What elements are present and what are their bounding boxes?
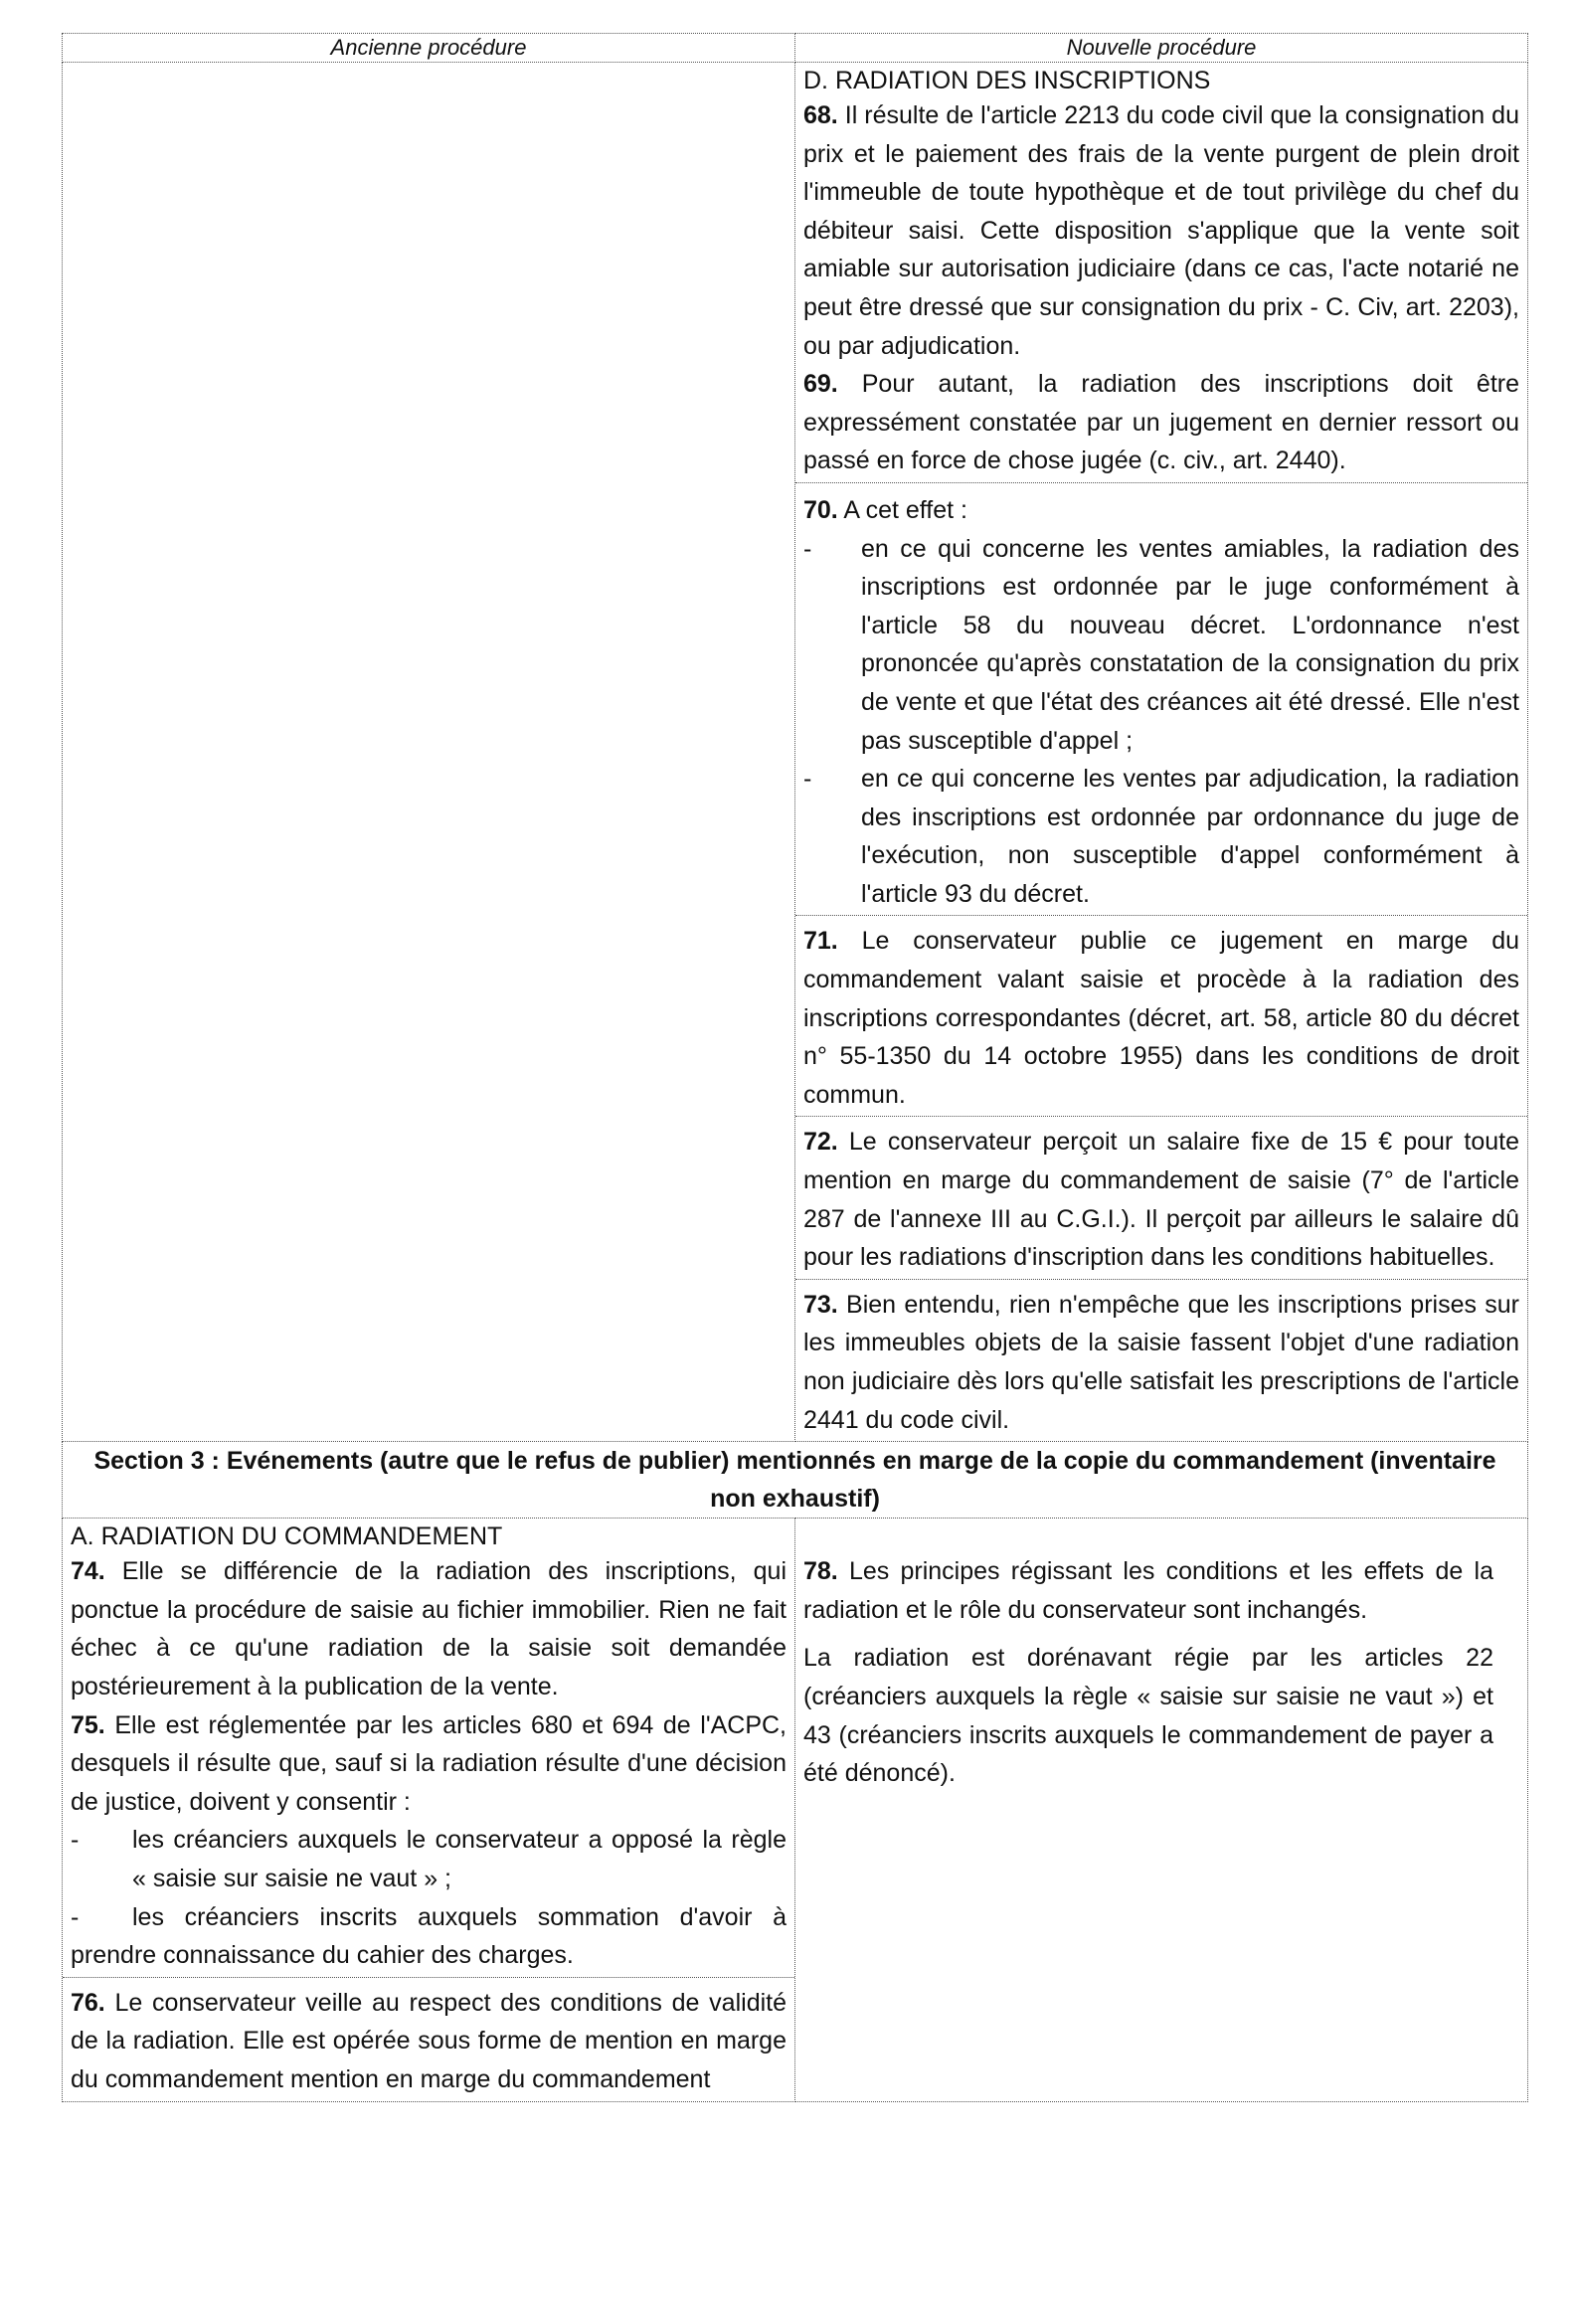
new-procedure-cell [795, 63, 1528, 1442]
paragraph-78b: La radiation est dorénavant régie par les articles 22 (créanciers auxquels la règle « saisie sur saisie ne vaut ») et 43 (créanciers inscrits auxquels le commandement de payer a été dénoncé). [803, 1644, 1493, 1788]
section-heading-a: A. RADIATION DU COMMANDEMENT [71, 1522, 503, 1551]
new-procedure-cell [795, 1519, 1528, 2101]
row-radiation-inscriptions [63, 63, 1528, 1442]
column-header-old: Ancienne procédure [63, 34, 795, 63]
row-radiation-commandement [63, 1519, 1528, 2101]
paragraph-number: 76. [71, 1988, 105, 2017]
paragraph-number: 78. [803, 1557, 838, 1586]
paragraph-74 [71, 1552, 787, 1705]
paragraph-text: Elle est réglementée par les articles 680 et 694 de l'ACPC, desquels il résulte que, sauf si la radiation résulte d'une décision de justice, doivent y consentir : [71, 1710, 787, 1816]
block-70 [795, 483, 1527, 917]
paragraph-number: 69. [803, 370, 838, 399]
list-item: - les créanciers inscrits auxquels sommation d'avoir à prendre connaissance du cahier des charges. [71, 1902, 787, 1970]
paragraph-71 [803, 922, 1519, 1114]
paragraph-78 [803, 1552, 1519, 1629]
old-procedure-cell-empty [63, 63, 795, 1442]
comparison-table [62, 33, 1528, 2102]
list-item-text: en ce qui concerne les ventes par adjudication, la radiation des inscriptions est ordonnée par ordonnance du juge de l'exécution, non susceptible d'appel conformément à l'article 93 du décret. [861, 765, 1519, 908]
paragraph-75 [71, 1706, 787, 1822]
paragraph-76 [71, 1984, 787, 2099]
list-item: - en ce qui concerne les ventes amiables, la radiation des inscriptions est ordonnée par le juge conformément à l'article 58 du nouveau décret. L'ordonnance n'est prononcée qu'après constatation de la consignation du prix de vente et que l'état des créances ait été dressé. Elle n'est pas susceptible d'appel ; [803, 534, 1519, 755]
paragraph-text: Bien entendu, rien n'empêche que les inscriptions prises sur les immeubles objets de la saisie fassent l'objet d'une radiation non judiciaire dès lors qu'elle satisfait les prescriptions de l'article 2441 du code civil. [803, 1290, 1519, 1434]
paragraph-68 [803, 96, 1519, 365]
block-72 [795, 1117, 1527, 1279]
old-procedure-cell [63, 1519, 795, 2101]
list-item-text: les créanciers auxquels le conservateur a opposé la règle « saisie sur saisie ne vaut » ; [132, 1826, 787, 1892]
paragraph-text: Les principes régissant les conditions et les effets de la radiation et le rôle du conservateur sont inchangés. [803, 1557, 1493, 1624]
section-3-title: Section 3 : Evénements (autre que le refus de publier) mentionnés en marge de la copie du commandement (inventaire non exhaustif) [63, 1442, 1528, 1519]
block-73 [795, 1280, 1527, 1441]
header-row [63, 34, 1528, 63]
paragraph-text: A cet effet : [837, 495, 967, 524]
list-75 [71, 1821, 787, 1974]
list-item-text: en ce qui concerne les ventes amiables, la radiation des inscriptions est ordonnée par le juge conformément à l'article 58 du nouveau décret. L'ordonnance n'est prononcée qu'après constatation de la consignation du prix de vente et que l'état des créances ait été dressé. Elle n'est pas susceptible d'appel ; [861, 534, 1519, 755]
paragraph-text: Le conservateur perçoit un salaire fixe de 15 € pour toute mention en marge du commandement de saisie (7° de l'article 287 de l'annexe III au C.G.I.). Il perçoit par ailleurs le salaire dû pour les radiations d'inscription dans les conditions habituelles. [803, 1128, 1519, 1272]
row-section-3 [63, 1442, 1528, 1519]
paragraph-number: 75. [71, 1710, 105, 1739]
column-header-new: Nouvelle procédure [795, 34, 1528, 63]
block-74-75 [63, 1520, 794, 1978]
paragraph-70 [803, 491, 1519, 530]
block-68-69 [795, 65, 1527, 483]
list-item: - en ce qui concerne les ventes par adjudication, la radiation des inscriptions est ordonnée par ordonnance du juge de l'exécution, non susceptible d'appel conformément à l'article 93 du décret. [803, 765, 1519, 908]
paragraph-text: Elle se différencie de la radiation des inscriptions, qui ponctue la procédure de saisie au fichier immobilier. Rien ne fait échec à ce qu'une radiation de la saisie soit demandée postérieurement à la publication de la vente. [71, 1557, 787, 1700]
paragraph-text: Le conservateur publie ce jugement en marge du commandement valant saisie et procède à la radiation des inscriptions correspondantes (décret, art. 58, article 80 du décret n° 55-1350 du 14 octobre 1955) dans les conditions de droit commun. [803, 927, 1519, 1109]
paragraph-number: 72. [803, 1128, 838, 1157]
list-item-text: les créanciers inscrits auxquels sommation d'avoir à prendre connaissance du cahier des charges. [71, 1902, 787, 1970]
paragraph-72 [803, 1123, 1519, 1276]
section-heading-d: D. RADIATION DES INSCRIPTIONS [803, 67, 1211, 94]
block-71 [795, 916, 1527, 1117]
block-76 [63, 1978, 794, 2101]
paragraph-73 [803, 1286, 1519, 1439]
paragraph-number: 74. [71, 1557, 105, 1586]
list-70 [803, 530, 1519, 914]
paragraph-text: Le conservateur veille au respect des conditions de validité de la radiation. Elle est opérée sous forme de mention en marge du commandement mention en marge du commandement [71, 1988, 787, 2093]
paragraph-number: 71. [803, 927, 838, 956]
paragraph-number: 68. [803, 101, 838, 129]
paragraph-text: Il résulte de l'article 2213 du code civil que la consignation du prix et le paiement des frais de la vente purgent de plein droit l'immeuble de toute hypothèque et de tout privilège du chef du débiteur saisi. Cette disposition s'applique que la vente soit amiable sur autorisation judiciaire (dans ce cas, l'acte notarié ne peut être dressé que sur consignation du prix - C. Civ, art. 2203), ou par adjudication. [803, 101, 1519, 360]
list-item: - les créanciers auxquels le conservateur a opposé la règle « saisie sur saisie ne vaut » ; [71, 1826, 787, 1892]
paragraph-69 [803, 365, 1519, 480]
paragraph-number: 73. [803, 1290, 838, 1319]
paragraph-text: Pour autant, la radiation des inscriptions doit être expressément constatée par un jugement en dernier ressort ou passé en force de chose jugée (c. civ., art. 2440). [803, 370, 1519, 475]
paragraph-number: 70. [803, 495, 838, 524]
